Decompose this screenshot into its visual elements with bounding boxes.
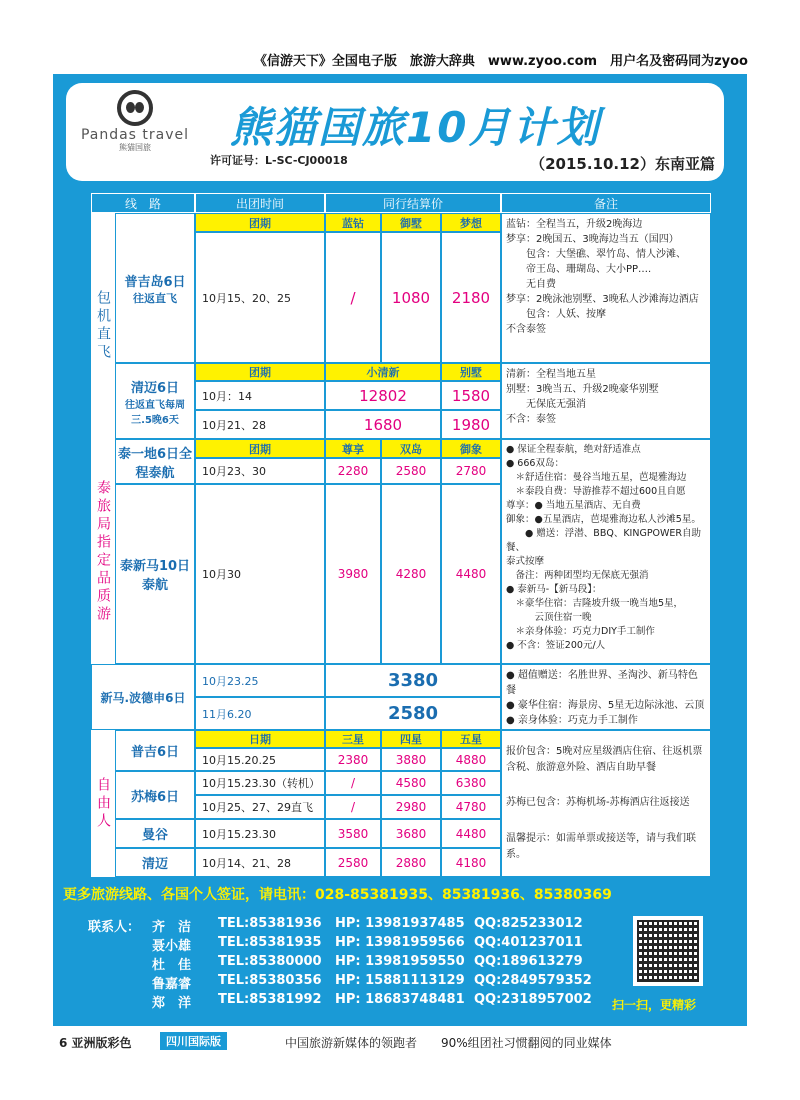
price-cell: 3880 [381,748,441,771]
price-cell: 4180 [441,848,501,877]
contact-n: 郑 洋 [152,996,192,1011]
note-line: 温馨提示：如需单票或接送等，请与我们联系。 [506,833,696,861]
col-head: 团期 [195,213,325,232]
col-head: 尊享 [325,439,381,458]
price-cell: 4780 [441,795,501,819]
contact-n: 鲁嘉睿 [152,977,192,992]
contact-q: QQ:825233012 [474,916,583,931]
hotline: 更多旅游线路、各国个人签证，请电讯：028-85381935、85381936、85380369 [63,887,612,903]
contact-q: QQ:2849579352 [474,973,592,988]
contact-h: HP: 13981937485 [335,916,465,931]
route-sub: 往返直飞每周三.5晚6天 [125,399,185,426]
contact-n: 聂小雄 [152,939,192,954]
top-banner: 《信游天下》全国电子版 旅游大辞典 www.zyoo.com 用户名及密码同为zyoo [253,54,748,69]
route-name: 清迈6日 [130,380,180,396]
col-head: 三星 [325,730,381,748]
contact-h: HP: 15881113129 [335,973,465,988]
notes-free [501,730,711,877]
contact-h: HP: 13981959550 [335,954,465,969]
category-thai: 泰旅局指定品质游 [95,479,111,624]
panda-icon [117,90,153,126]
price-cell: 3980 [325,484,381,664]
date-cell: 10月15.23.30（转机） [195,771,325,795]
contact-q: QQ:401237011 [474,935,583,950]
price-cell: 2280 [325,458,381,484]
notes-thai: ● 保证全程泰航，绝对舒适准点 ● 666双岛： ＊舒适住宿：曼谷当地五星，芭堤雅海边 ＊泰段自费：导游推荐不超过600且自愿 尊享：● 当地五星酒店、无自费 御象：●五星酒店，芭堤雅海边私人沙滩5星。 ● 赠送：浮潜、BBQ、KINGPOWER自助餐、 泰式按摩 备注：两种团型均无保底无强消 ● 泰新马-【新马段】： ＊豪华住宿：吉隆坡升级一晚当地5星， 云顶住宿一晚 ＊亲身体验：巧克力DIY手工制作 ● 不含：签证200元/人 [501,439,711,664]
contact-n: 齐 洁 [152,920,192,935]
scan-text: 扫一扫，更精彩 [612,998,697,1012]
contact-t: TEL:85380356 [218,973,322,988]
note-line: 苏梅已包含：苏梅机场-苏梅酒店往返接送 [506,797,690,809]
contact-q: QQ:189613279 [474,954,583,969]
price-cell: 4280 [381,484,441,664]
price-cell: 2580 [325,848,381,877]
col-head: 梦想 [441,213,501,232]
price-cell: 2180 [441,232,501,363]
col-head: 别墅 [441,363,501,381]
route-thai: 泰一地6日全程泰航 [115,439,195,484]
price-cell: 2580 [325,697,501,730]
footer-badge: 四川国际版 [160,1032,227,1050]
date-cell: 10月15、20、25 [195,232,325,363]
col-head: 御墅 [381,213,441,232]
route-phuket [115,213,195,363]
price-cell: 4880 [441,748,501,771]
date-cell: 10月14、21、28 [195,848,325,877]
route-sm: 新马.波德申6日 [91,664,195,730]
category-free: 自由人 [95,776,111,831]
route-free: 苏梅6日 [115,771,195,819]
price-cell: 2980 [381,795,441,819]
header-price: 同行结算价 [325,193,501,213]
footer-slogan: 中国旅游新媒体的领跑者 90%组团社习惯翻阅的同业媒体 [285,1036,612,1050]
col-head: 小清新 [325,363,441,381]
page-title: 熊猫国旅10月计划 [230,103,601,152]
price-cell: 4480 [441,819,501,848]
contact-h: HP: 18683748481 [335,992,465,1007]
note-line: 报价包含：5晚对应星级酒店住宿、往返机票含税、旅游意外险、酒店自助早餐 [506,745,703,773]
price-table [91,193,711,877]
price-cell: 3680 [381,819,441,848]
header-notes: 备注 [501,193,711,213]
date-cell: 10月15.20.25 [195,748,325,771]
date-cell: 10月23.25 [195,664,325,697]
col-head: 蓝钻 [325,213,381,232]
route-free: 曼谷 [115,819,195,848]
route-free: 清迈 [115,848,195,877]
price-cell: 4480 [441,484,501,664]
logo-cn: 熊猫国旅 [119,143,151,152]
contact-t: TEL:85380000 [218,954,322,969]
notes-chiangmai: 清新：全程当地五星 别墅：3晚当五、升级2晚豪华别墅 无保底无强消 不含：泰签 [501,363,711,439]
col-head: 日期 [195,730,325,748]
price-cell: / [325,232,381,363]
date-cell: 10月15.23.30 [195,819,325,848]
route-thai-sm: 泰新马10日泰航 [115,484,195,664]
license: 许可证号：L-SC-CJ00018 [210,154,348,167]
contact-t: TEL:85381992 [218,992,322,1007]
price-cell: 1080 [381,232,441,363]
route-free: 普吉6日 [115,730,195,771]
logo-en: Pandas travel [80,127,190,143]
contact-t: TEL:85381936 [218,916,322,931]
route-sub: 往返直飞 [133,291,177,305]
col-head: 团期 [195,363,325,381]
category-charter: 包机直飞 [95,290,111,362]
col-head: 四星 [381,730,441,748]
date-cell: 10月23、30 [195,458,325,484]
date-cell: 10月30 [195,484,325,664]
subtitle: （2015.10.12）东南亚篇 [530,155,715,173]
qr-code[interactable] [633,916,703,986]
contact-q: QQ:2318957002 [474,992,592,1007]
date-cell: 11月6.20 [195,697,325,730]
contact-label: 联系人： [88,920,141,935]
logo [80,90,190,170]
price-cell: 2880 [381,848,441,877]
date-cell: 10月21、28 [195,410,325,439]
price-cell: 2380 [325,748,381,771]
price-cell: 4580 [381,771,441,795]
contact-t: TEL:85381935 [218,935,322,950]
price-cell: 12802 [325,381,441,410]
date-cell: 10月：14 [195,381,325,410]
price-cell: 6380 [441,771,501,795]
col-head: 御象 [441,439,501,458]
date-cell: 10月25、27、29直飞 [195,795,325,819]
route-name: 普吉岛6日 [124,274,186,290]
footer-page: 6 亚洲版彩色 [59,1036,132,1050]
header-date: 出团时间 [195,193,325,213]
price-cell: 1980 [441,410,501,439]
price-cell: 2580 [381,458,441,484]
price-cell: / [325,795,381,819]
price-cell: 1680 [325,410,441,439]
header-route: 线 路 [91,193,195,213]
col-head: 团期 [195,439,325,458]
price-cell: 3380 [325,664,501,697]
contact-n: 杜 佳 [152,958,192,973]
price-cell: 1580 [441,381,501,410]
contact-h: HP: 13981959566 [335,935,465,950]
col-head: 双岛 [381,439,441,458]
notes-sm: ● 超值赠送：名胜世界、圣淘沙、新马特色餐 ● 豪华住宿：海景房、5星无边际泳池、云顶 ● 亲身体验：巧克力手工制作 [501,664,711,730]
notes-phuket: 蓝钻：全程当五，升级2晚海边 梦享：2晚国五、3晚海边当五（国四） 包含：大堡礁、翠竹岛、情人沙滩、 帝王岛、珊瑚岛、大小PP…. 无自费 梦享：2晚泳池别墅、3晚私人沙滩海边酒店 包含：人妖、按摩 不含泰签 [501,213,711,363]
price-cell: 3580 [325,819,381,848]
price-cell: 2780 [441,458,501,484]
col-head: 五星 [441,730,501,748]
price-cell: / [325,771,381,795]
route-chiangmai [115,363,195,439]
